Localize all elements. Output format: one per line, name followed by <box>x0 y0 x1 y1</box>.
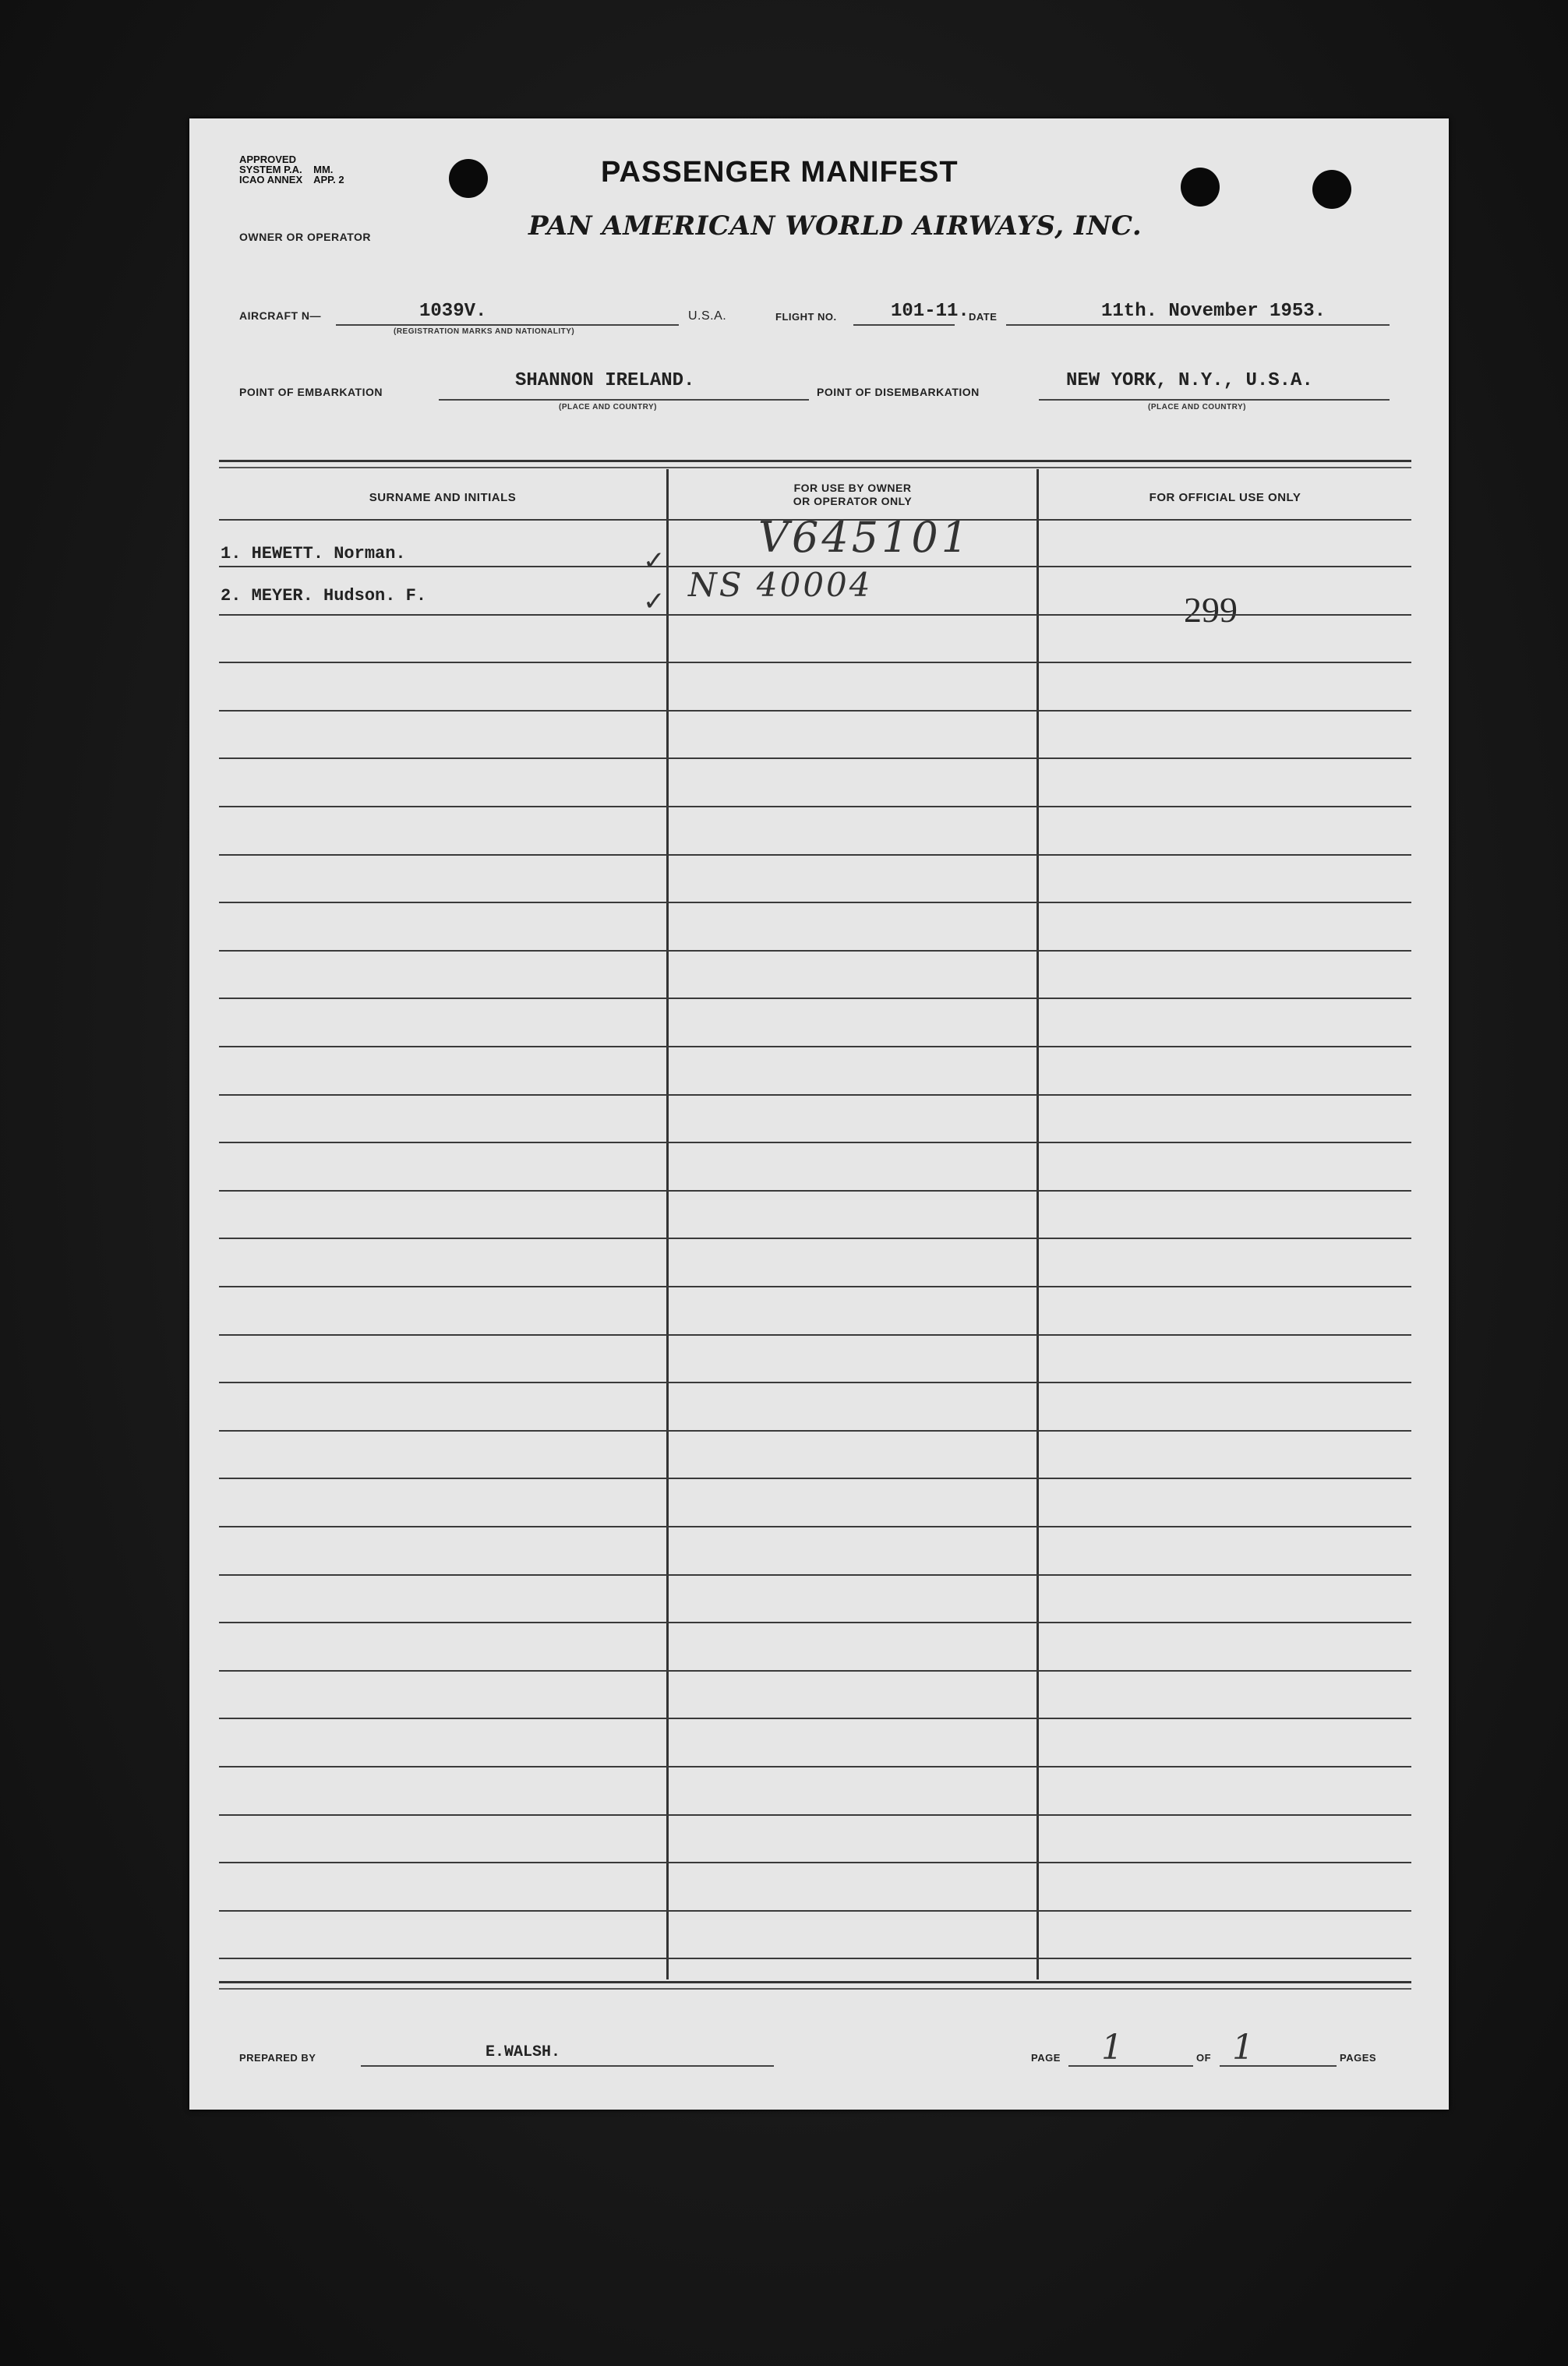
table-row-line <box>219 1718 1411 1719</box>
aircraft-fill-line <box>336 324 679 326</box>
table-row-line <box>219 1670 1411 1672</box>
embark-value: SHANNON IRELAND. <box>515 370 695 391</box>
disembark-label: POINT OF DISEMBARKATION <box>817 386 980 398</box>
col-header-official: FOR OFFICIAL USE ONLY <box>1149 491 1301 504</box>
table-row-line <box>219 614 1411 616</box>
date-fill-line <box>1006 324 1390 326</box>
punch-hole <box>449 159 488 198</box>
prepared-by-value: E.WALSH. <box>486 2043 561 2061</box>
table-row-line <box>219 1286 1411 1287</box>
disembark-value: NEW YORK, N.Y., U.S.A. <box>1066 370 1313 391</box>
table-row-line <box>219 1862 1411 1863</box>
disembark-fill-line <box>1039 399 1390 401</box>
date-label: DATE <box>969 311 998 323</box>
table-row-line <box>219 1814 1411 1816</box>
prepared-by-label: PREPARED BY <box>239 2052 316 2064</box>
page-label: PAGE <box>1031 2052 1061 2064</box>
date-value: 11th. November 1953. <box>1101 301 1326 322</box>
table-row-line <box>219 710 1411 712</box>
passenger-name: 1. HEWETT. Norman. <box>221 544 406 563</box>
embark-sublabel: (PLACE AND COUNTRY) <box>559 403 657 411</box>
table-bottom-rule <box>219 1981 1411 1990</box>
approval-note: APPROVED SYSTEM P.A. MM. ICAO ANNEX APP. 2 <box>239 154 344 185</box>
table-row-line <box>219 1190 1411 1192</box>
aircraft-sublabel: (REGISTRATION MARKS AND NATIONALITY) <box>394 327 575 336</box>
table-row-line <box>219 566 1411 567</box>
flight-value: 101-11. <box>891 301 969 322</box>
aircraft-label: AIRCRAFT N— <box>239 309 322 322</box>
table-row-line <box>219 519 1411 521</box>
table-row-line <box>219 1958 1411 1959</box>
table-row-line <box>219 1574 1411 1576</box>
operator-note: V645101 <box>758 513 972 562</box>
of-label: OF <box>1196 2052 1212 2064</box>
embark-label: POINT OF EMBARKATION <box>239 386 383 398</box>
col-header-operator: FOR USE BY OWNER OR OPERATOR ONLY <box>793 482 913 507</box>
flight-fill-line <box>853 324 955 326</box>
table-row-line <box>219 1046 1411 1047</box>
check-mark-icon: ✓ <box>643 586 666 617</box>
table-row-line <box>219 998 1411 999</box>
table-row-line <box>219 950 1411 952</box>
owner-label: OWNER OR OPERATOR <box>239 231 371 243</box>
total-pages: 1 <box>1232 2028 1254 2068</box>
table-row-line <box>219 902 1411 903</box>
col-header-surname: SURNAME AND INITIALS <box>369 491 517 504</box>
check-mark-icon: ✓ <box>643 546 666 577</box>
page-fill-line <box>1068 2065 1193 2067</box>
usa-label: U.S.A. <box>688 309 727 323</box>
disembark-sublabel: (PLACE AND COUNTRY) <box>1148 403 1246 411</box>
table-row-line <box>219 1622 1411 1623</box>
table-row-line <box>219 1526 1411 1527</box>
table-row-line <box>219 1430 1411 1432</box>
official-stamp-number: 299 <box>1184 590 1238 630</box>
table-row-line <box>219 1142 1411 1143</box>
punch-hole <box>1181 168 1220 207</box>
page-number: 1 <box>1101 2028 1123 2068</box>
passenger-name: 2. MEYER. Hudson. F. <box>221 586 427 606</box>
table-row-line <box>219 1334 1411 1336</box>
pages-label: PAGES <box>1340 2052 1377 2064</box>
aircraft-value: 1039V. <box>419 301 487 322</box>
page-title: PASSENGER MANIFEST <box>601 156 959 189</box>
table-row-line <box>219 662 1411 663</box>
manifest-sheet <box>189 118 1449 2110</box>
table-row-line <box>219 1910 1411 1912</box>
column-divider <box>666 469 669 1979</box>
embark-fill-line <box>439 399 809 401</box>
prepared-fill-line <box>361 2065 774 2067</box>
column-divider <box>1037 469 1039 1979</box>
operator-note: NS 40004 <box>688 566 873 604</box>
table-row-line <box>219 806 1411 807</box>
table-row-line <box>219 757 1411 759</box>
table-row-line <box>219 1238 1411 1239</box>
flight-label: FLIGHT NO. <box>775 311 837 323</box>
table-top-rule <box>219 460 1411 468</box>
table-row-line <box>219 1766 1411 1767</box>
operator-name: PAN AMERICAN WORLD AIRWAYS, INC. <box>528 210 1142 242</box>
table-row-line <box>219 1478 1411 1479</box>
table-row-line <box>219 1094 1411 1096</box>
table-row-line <box>219 1382 1411 1383</box>
punch-hole <box>1312 170 1351 209</box>
table-row-line <box>219 854 1411 856</box>
